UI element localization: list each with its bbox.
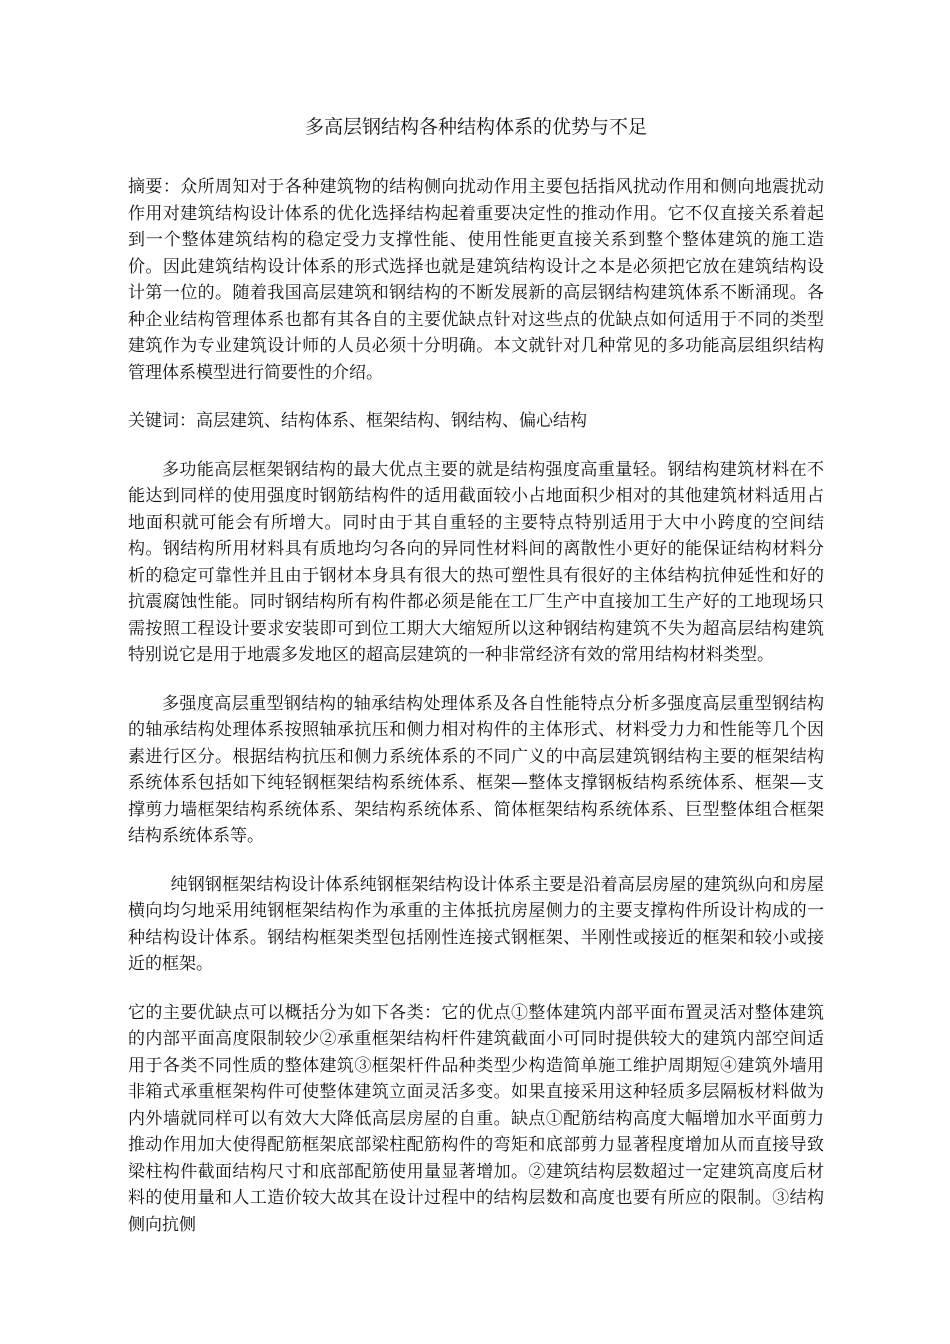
document-title: 多高层钢结构各种结构体系的优势与不足 (304, 116, 647, 138)
body-paragraph-1: 多功能高层框架钢结构的最大优点主要的就是结构强度高重量轻。钢结构建筑材料在不能达到同样的使用强度时钢筋结构件的适用截面较小占地面积少相对的其他建筑材料适用占地面积就可能会有所增大。同时由于其自重轻的主要特点特别适用于大中小跨度的空间结构。钢结构所用材料具有质地均匀各向的异同性材料间的离散性小更好的能保证结构材料分析的稳定可靠性并且由于钢材本身具有很大的热可塑性具有很好的主体结构抗伸延性和好的抗震腐蚀性能。同时钢结构所有构件都必须是能在工厂生产中直接加工生产好的工地现场只需按照工程设计要求安装即可到位工期大大缩短所以这种钢结构建筑不失为超高层结构建筑特别说它是用于地震多发地区的超高层建筑的一种非常经济有效的常用结构材料类型。 (128, 459, 824, 665)
body-paragraph-3: 纯钢钢框架结构设计体系纯钢框架结构设计体系主要是沿着高层房屋的建筑纵向和房屋横向均匀地采用纯钢框架结构作为承重的主体抵抗房屋侧力的主要支撑构件所设计构成的一种结构设计体系。钢结构框架类型包括刚性连接式钢框架、半刚性或接近的框架和较小或接近的框架。 (128, 874, 824, 974)
keywords-line: 关键词：高层建筑、结构体系、框架结构、钢结构、偏心结构 (128, 411, 587, 431)
body-paragraph-4: 它的主要优缺点可以概括分为如下各类：它的优点①整体建筑内部平面布置灵活对整体建筑的内部平面高度限制较少②承重框架结构杆件建筑截面小可同时提供较大的建筑内部空间适用于各类不同性质的整体建筑③框架杆件品种类型少构造简单施工维护周期短④建筑外墙用非箱式承重框架构件可使整体建筑立面灵活多变。如果直接采用这种轻质多层隔板材料做为内外墙就同样可以有效大大降低高层房屋的自重。缺点①配筋结构高度大幅增加水平面剪力推动作用加大使得配筋框架底部梁柱配筋构件的弯矩和底部剪力显著程度增加从而直接导致梁柱构件截面结构尺寸和底部配筋使用量显著增加。②建筑结构层数超过一定建筑高度后材料的使用量和人工造价较大故其在设计过程中的结构层数和高度也要有所应的限制。③结构侧向抗侧 (128, 1002, 824, 1235)
document-body (128, 112, 824, 1260)
abstract-paragraph: 摘要：众所周知对于各种建筑物的结构侧向扰动作用主要包括指风扰动作用和侧向地震扰动作用对建筑结构设计体系的优化选择结构起着重要决定性的推动作用。它不仅直接关系着起到一个整体建筑结构的稳定受力支撑性能、使用性能更直接关系到整个整体建筑的施工造价。因此建筑结构设计体系的形式选择也就是建筑结构设计之本是必须把它放在建筑结构设计第一位的。随着我国高层建筑和钢结构的不断发展新的高层钢结构建筑体系不断涌现。各种企业结构管理体系也都有其各自的主要优缺点针对这些点的优缺点如何适用于不同的类型建筑作为专业建筑设计师的人员必须十分明确。本文就针对几种常见的多功能高层组织结构管理体系模型进行简要性的介绍。 (128, 177, 824, 383)
body-paragraph-2: 多强度高层重型钢结构的轴承结构处理体系及各自性能特点分析多强度高层重型钢结构的轴承结构处理体系按照轴承抗压和侧力相对构件的主体形式、材料受力力和性能等几个因素进行区分。根据结构抗压和侧力系统体系的不同广义的中高层建筑钢结构主要的框架结构系统体系包括如下纯轻钢框架结构系统体系、框架—整体支撑钢板结构系统体系、框架—支撑剪力墙框架结构系统体系、架结构系统体系、简体框架结构系统体系、巨型整体组合框架结构系统体系等。 (128, 693, 824, 846)
